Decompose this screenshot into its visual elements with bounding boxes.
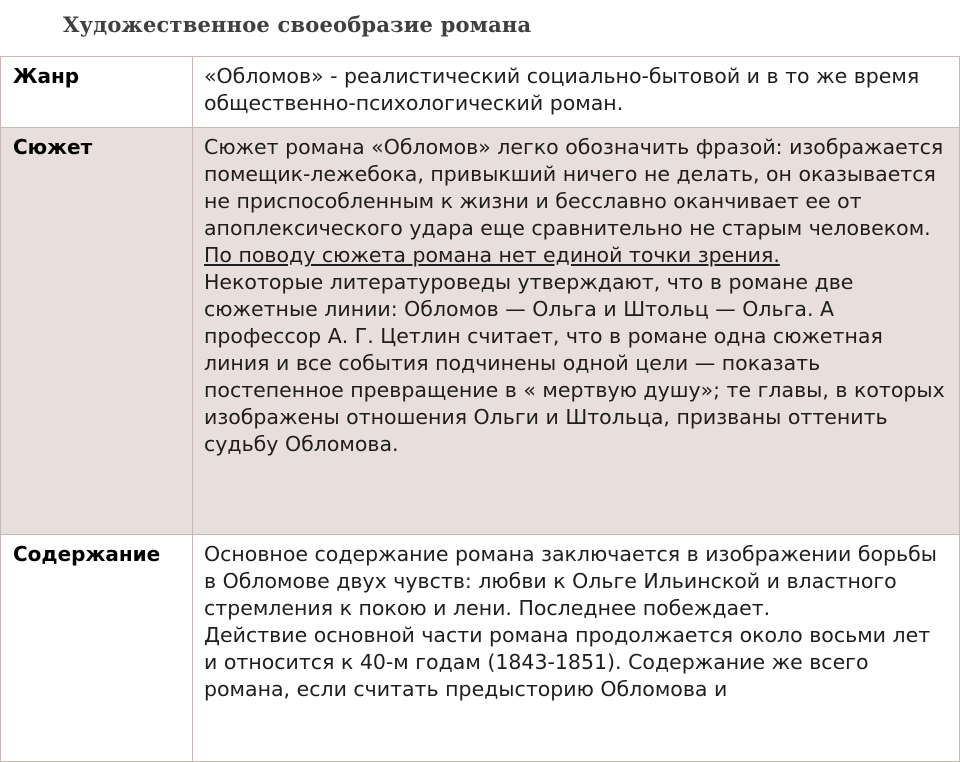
plot-summary-text: Сюжет романа «Обломов» легко обозначить фразой: изображается помещик-лежебока, привыкший ничего не делать, он оказывается не приспособленным к жизни и бесславно оканчивает ее от апоплексического удара еще сравнительно не старым человеком. [204, 135, 944, 240]
row-content-content [193, 535, 960, 762]
table-row-plot [1, 128, 960, 535]
info-table [0, 56, 960, 762]
table-row-genre [1, 57, 960, 128]
plot-opinions-text: Некоторые литературоведы утверждают, что в романе две сюжетные линии: Обломов — Ольга и Штольц — Ольга. А профессор А. Г. Цетлин считает, что в романе одна сюжетная линия и все события подчинены одной цели — показать постепенное превращение в « мертвую душу»; те главы, в которых изображены отношения Ольги и Штольца, призваны оттенить судьбу Обломова. [204, 270, 945, 456]
row-content-genre [193, 57, 960, 128]
table-row-content [1, 535, 960, 762]
content-main-text: Основное содержание романа заключается в изображении борьбы в Обломове двух чувств: любви к Ольге Ильинской и властного стремления к покою и лени. Последнее побеждает. [204, 542, 937, 620]
content-timeline-text: Действие основной части романа продолжается около восьми лет и относится к 40-м годам (1843-1851). Содержание же всего романа, если считать предысторию Обломова и [204, 623, 931, 701]
genre-text: «Обломов» - реалистический социально-бытовой и в то же время общественно-психологический роман. [204, 64, 920, 115]
plot-debate-text: По поводу сюжета романа нет единой точки зрения. [204, 243, 780, 267]
slide-title: Художественное своеобразие романа [63, 12, 532, 37]
row-label-genre: Жанр [1, 57, 193, 128]
row-content-plot [193, 128, 960, 535]
row-label-content: Содержание [1, 535, 193, 762]
row-label-plot: Сюжет [1, 128, 193, 535]
